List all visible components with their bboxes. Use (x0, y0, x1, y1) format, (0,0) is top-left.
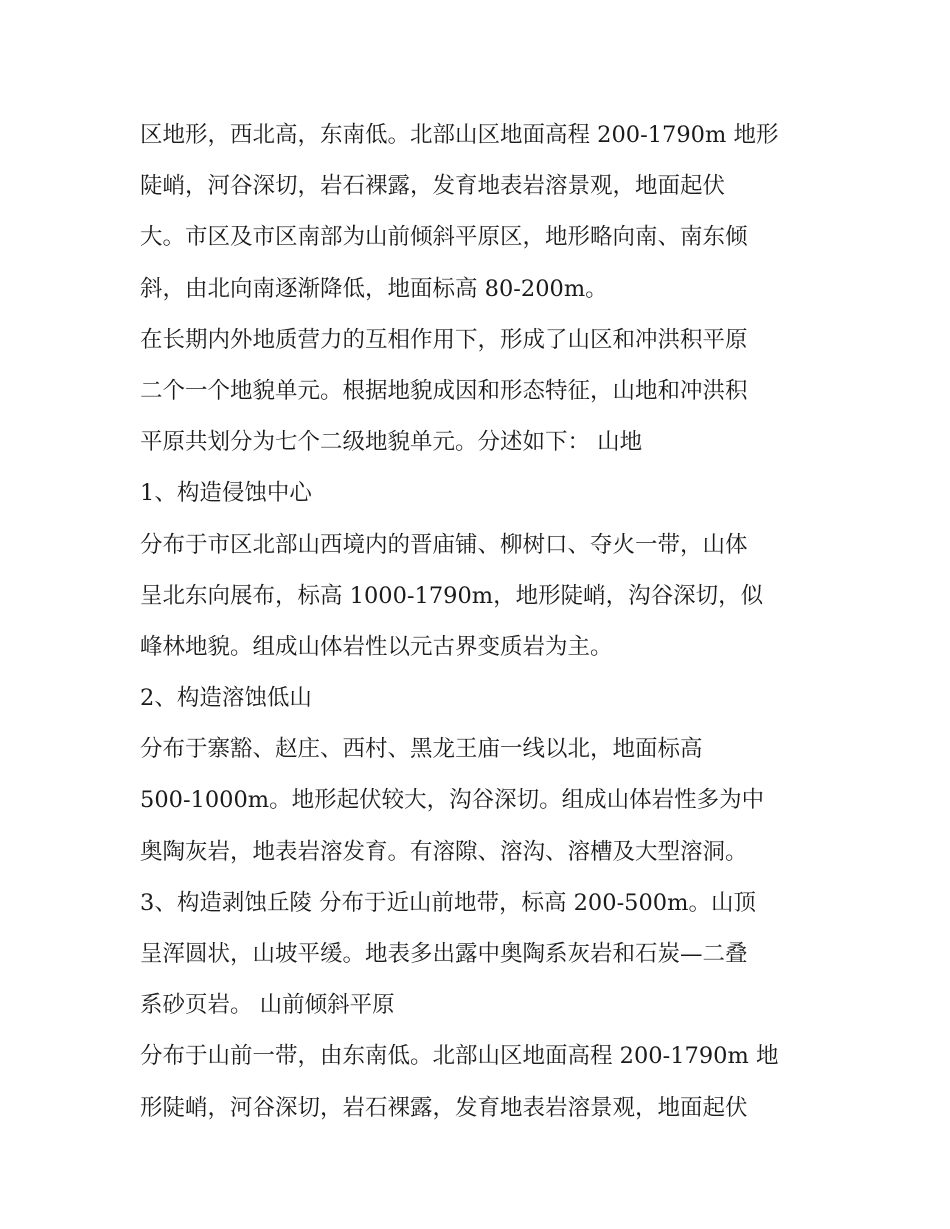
text-line: 奥陶灰岩，地表岩溶发育。有溶隙、溶沟、溶槽及大型溶洞。 (140, 838, 748, 865)
text-line: 大。市区及市区南部为山前倾斜平原区，地形略向南、南东倾 (140, 224, 748, 251)
text-line: 呈北东向展布，标高 1000-1790m，地形陡峭，沟谷深切，似 (140, 582, 764, 609)
text-line: 在长期内外地质营力的互相作用下，形成了山区和冲洪积平原 (140, 326, 748, 353)
text-line: 陡峭，河谷深切，岩石裸露，发育地表岩溶景观，地面起伏 (140, 173, 726, 200)
text-line: 分布于山前一带，由东南低。北部山区地面高程 200-1790m 地 (140, 1043, 779, 1070)
section-heading: 3、构造剥蚀丘陵 分布于近山前地带，标高 200-500m。山顶 (140, 889, 756, 916)
text-line: 500-1000m。地形起伏较大，沟谷深切。组成山体岩性多为中 (140, 787, 765, 814)
body-text (140, 110, 820, 1134)
section-heading: 2、构造溶蚀低山 (140, 685, 312, 712)
text-line: 分布于市区北部山西境内的晋庙铺、柳树口、夺火一带，山体 (140, 531, 748, 558)
text-line: 峰林地貌。组成山体岩性以元古界变质岩为主。 (140, 633, 613, 660)
text-line: 系砂页岩。 山前倾斜平原 (140, 992, 395, 1019)
text-line: 二个一个地貌单元。根据地貌成因和形态特征，山地和冲洪积 (140, 377, 748, 404)
text-line: 呈浑圆状，山坡平缓。地表多出露中奥陶系灰岩和石炭—二叠 (140, 941, 748, 967)
text-line: 斜，由北向南逐渐降低，地面标高 80-200m。 (140, 275, 608, 302)
text-line: 平原共划分为七个二级地貌单元。分述如下： 山地 (140, 429, 643, 456)
section-heading: 1、构造侵蚀中心 (140, 480, 312, 507)
text-line: 形陡峭，河谷深切，岩石裸露，发育地表岩溶景观，地面起伏 (140, 1094, 748, 1121)
text-line: 区地形，西北高，东南低。北部山区地面高程 200-1790m 地形 (140, 122, 779, 148)
text-line: 分布于寨豁、赵庄、西村、黑龙王庙一线以北，地面标高 (140, 736, 703, 763)
